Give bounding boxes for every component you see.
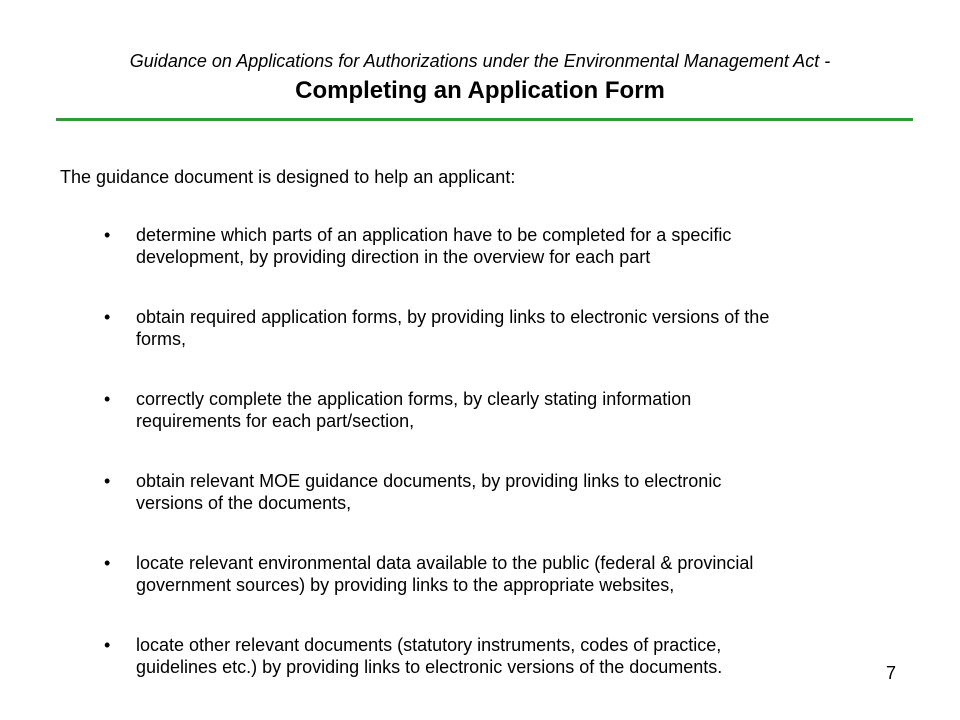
bullet-item [104, 224, 904, 268]
bullet-text-line: obtain required application forms, by providing links to electronic versions of the [136, 307, 770, 327]
bullet-text-line: requirements for each part/section, [136, 411, 415, 431]
bullet-dot: • [104, 553, 111, 573]
header-divider [56, 118, 913, 121]
bullet-dot: • [104, 471, 111, 491]
bullet-dot: • [104, 307, 111, 327]
page-number: 7 [886, 663, 897, 683]
bullet-item [104, 388, 904, 432]
bullet-item [104, 634, 904, 678]
intro-text: The guidance document is designed to help an applicant: [60, 167, 516, 187]
bullet-text-line: development, by providing direction in the overview for each part [136, 247, 651, 267]
slide-header [40, 50, 920, 106]
slide-subtitle: Guidance on Applications for Authorizations under the Environmental Management Act - [129, 51, 831, 71]
bullet-dot: • [104, 225, 111, 245]
bullet-text-line: locate relevant environmental data available to the public (federal & provincial [136, 553, 754, 573]
bullet-text-line: obtain relevant MOE guidance documents, by providing links to electronic [136, 471, 722, 491]
bullet-list [104, 224, 904, 716]
bullet-text-line: determine which parts of an application have to be completed for a specific [136, 225, 732, 245]
bullet-item [104, 552, 904, 596]
bullet-text-line: versions of the documents, [136, 493, 352, 513]
bullet-text-line: government sources) by providing links to the appropriate websites, [136, 575, 675, 595]
bullet-text-line: correctly complete the application forms, by clearly stating information [136, 389, 692, 409]
bullet-text-line: guidelines etc.) by providing links to electronic versions of the documents. [136, 657, 723, 677]
bullet-item [104, 470, 904, 514]
slide-title: Completing an Application Form [295, 77, 665, 104]
bullet-dot: • [104, 635, 111, 655]
bullet-text-line: locate other relevant documents (statutory instruments, codes of practice, [136, 635, 722, 655]
bullet-text-line: forms, [136, 329, 187, 349]
bullet-item [104, 306, 904, 350]
bullet-dot: • [104, 389, 111, 409]
